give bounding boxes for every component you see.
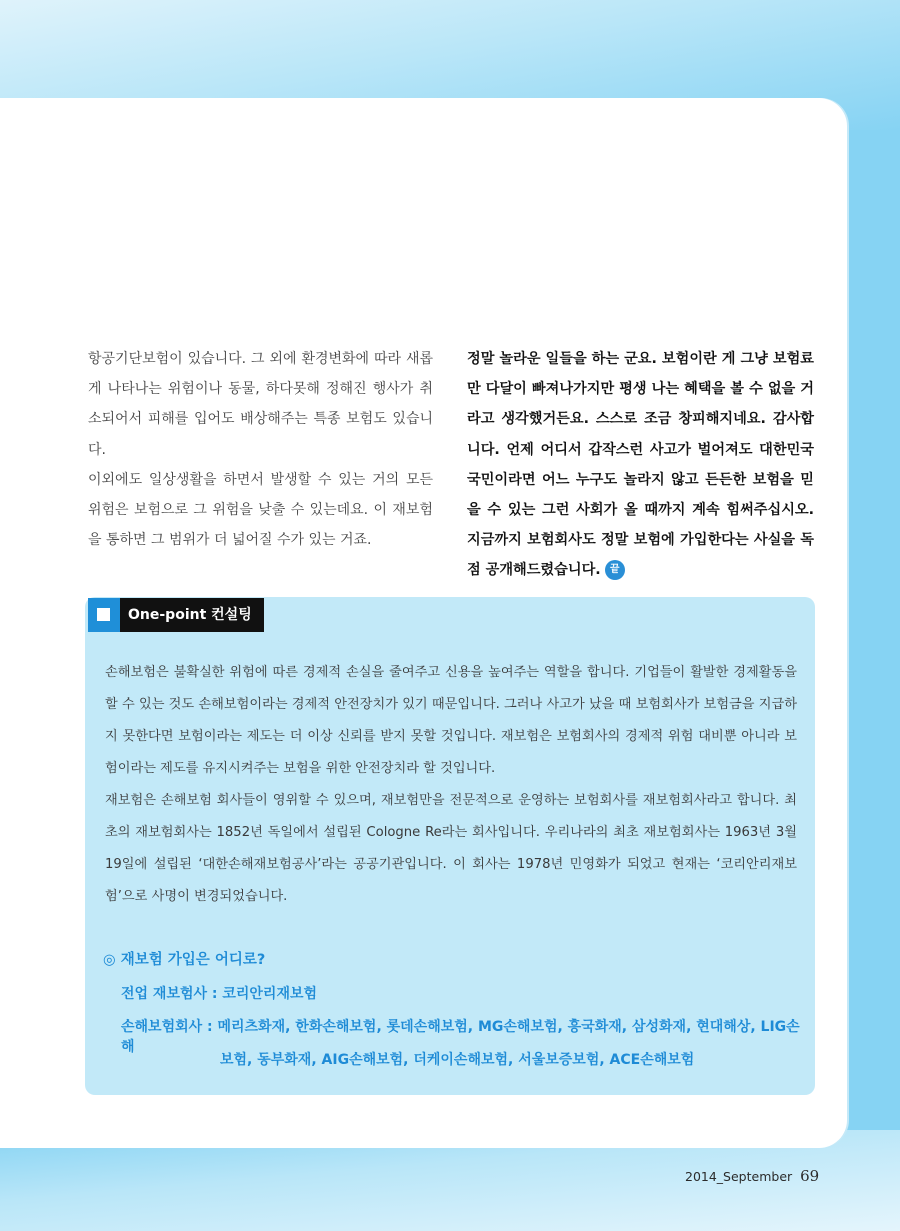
consulting-box-title: One-point 컨설팅 [120,598,264,632]
issue-label: 2014_September [685,1169,793,1184]
left-paragraph-2: 이외에도 일상생활을 하면서 발생할 수 있는 거의 모든 위험은 보험으로 그 위험을 낮출 수 있는데요. 이 재보험을 통하면 그 범위가 더 넓어질 수가 있는 거죠. [88,471,433,549]
right-column [467,344,814,586]
consulting-box-body [105,657,797,913]
consulting-paragraph-2: 재보험은 손해보험 회사들이 영위할 수 있으며, 재보험만을 전문적으로 운영하는 보험회사를 재보험회사라고 합니다. 최초의 재보험회사는 1852년 독일에서 설립된 Cologne Re라는 회사입니다. 우리나라의 최초 재보험회사는 1963년 3월 19일에 설립된 ‘대한손해재보험공사’라는 공공기관입니다. 이 회사는 1978년 민영화가 되었고 현재는 ‘코리안리재보험’으로 사명이 변경되었습니다. [105,793,797,904]
end-mark-icon: 끝 [605,560,625,580]
right-paragraph [467,344,814,586]
consulting-box-header [88,598,264,632]
insurer-list-row: 손해보험회사 : 메리츠화재, 한화손해보험, 롯데손해보험, MG손해보험, 흥국화재, 삼성화재, 현대해상, LIG손해 [121,1019,800,1055]
left-paragraph-1: 항공기단보험이 있습니다. 그 외에 환경변화에 따라 새롭게 나타나는 위험이나 동물, 하다못해 정해진 행사가 취소되어서 피해를 입어도 배상해주는 특종 보험도 있습니다. [88,351,433,458]
insurer-list-row-continued: 보험, 동부화재, AIG손해보험, 더케이손해보험, 서울보증보험, ACE손해보험 [220,1052,695,1068]
reinsurance-question-heading: ◎ 재보험 가입은 어디로? [103,952,266,968]
right-paragraph-text: 정말 놀라운 일들을 하는 군요. 보험이란 게 그냥 보험료만 다달이 빠져나가지만 평생 나는 혜택을 볼 수 없을 거라고 생각했거든요. 스스로 조금 창피해지네요. 감사합니다. 언제 어디서 갑작스런 사고가 벌어져도 대한민국 국민이라면 어느 누구도 놀라지 않고 든든한 보험을 믿을 수 있는 그런 사회가 올 때까지 계속 힘써주십시오. 지금까지 보험회사도 정말 보험에 가입한다는 사실을 독점 공개해드렸습니다. [467,351,814,579]
square-bullet-icon [88,598,120,632]
consulting-paragraph-1: 손해보험은 불확실한 위험에 따른 경제적 손실을 줄여주고 신용을 높여주는 역할을 합니다. 기업들이 활발한 경제활동을 할 수 있는 것도 손해보험이라는 경제적 안전장치가 있기 때문입니다. 그러나 사고가 났을 때 보험회사가 보험금을 지급하지 못한다면 보험이라는 제도는 더 이상 신뢰를 받지 못할 것입니다. 재보험은 보험회사의 경제적 위험 대비뿐 아니라 보험이라는 제도를 유지시켜주는 보험을 위한 안전장치라 할 것입니다. [105,665,797,776]
reinsurer-list-row: 전업 재보험사 : 코리안리재보험 [121,986,318,1002]
page-footer [685,1167,819,1185]
left-column [88,344,433,555]
page-number: 69 [800,1167,820,1185]
